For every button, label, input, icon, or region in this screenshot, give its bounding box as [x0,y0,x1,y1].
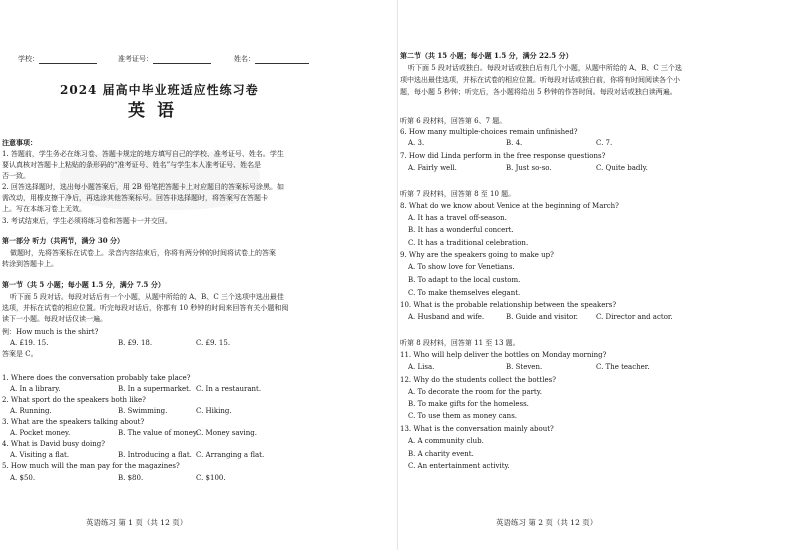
question-10: 10. What is the probable relationship between the speakers? [400,301,617,309]
part1-intro-line: 做题时，先将答案标在试卷上。录音内容结束后，你将有两分钟的时间将试卷上的答案 [10,249,276,257]
q13-option-b: B. A charity event. [408,450,474,458]
part1-intro-line: 转涂到答题卡上。 [2,260,58,268]
group-8-heading: 听第 8 段材料，回答第 11 至 13 题。 [400,339,520,347]
q10-option-a: A. Husband and wife. [408,313,485,321]
group-6-heading: 听第 6 段材料，回答第 6、7 题。 [400,117,507,125]
q13-option-c: C. An entertainment activity. [408,462,510,470]
q3-option-c: C. Money saving. [196,429,257,437]
page-2 [400,0,794,550]
name-field [234,55,309,64]
question-6: 6. How many multiple-choices remain unfinished? [400,128,578,136]
notes-line: 否一致。 [2,172,30,180]
q4-option-a: A. Visiting a flat. [10,451,70,459]
q6-option-a: A. 3. [408,139,425,147]
question-7: 7. How did Linda perform in the free response questions? [400,152,606,160]
notes-line: 3. 考试结束后，学生必须将练习卷和答题卡一并交回。 [2,217,172,225]
q8-option-c: C. It has a traditional celebration. [408,239,529,247]
q5-option-b: B. $80. [118,474,144,482]
page-footer: 英语练习 第 2 页（共 12 页） [496,518,598,527]
page-divider [397,0,398,550]
notes-line: 上。写在本练习卷上无效。 [2,205,86,213]
exam-no-blank [153,56,211,64]
q2-option-c: C. Hiking. [196,407,232,415]
section1-intro-line: 听下面 5 段对话。每段对话后有一个小题，从题中所给的 A、B、C 三个选项中选出最佳 [10,293,284,301]
school-blank [39,56,97,64]
question-4: 4. What is David busy doing? [2,440,105,448]
q11-option-a: A. Lisa. [408,363,435,371]
exam-no-field [118,55,211,64]
q8-option-a: A. It has a travel off-season. [408,214,507,222]
q5-option-c: C. $100. [196,474,226,482]
question-9: 9. Why are the speakers going to make up? [400,251,554,259]
example-option-c: C. £9. 15. [196,339,231,347]
q10-option-b: B. Guide and visitor. [506,313,579,321]
question-11: 11. Who will help deliver the bottles on Monday morning? [400,351,607,359]
example-answer: 答案是 C。 [2,350,38,358]
page-1 [0,0,395,550]
q1-option-b: B. In a supermarket. [118,385,192,393]
part1-heading: 第一部分 听力（共两节，满分 30 分） [2,236,125,245]
section2-intro-line: 听下面 5 段对话或独白。每段对话或独白后有几个小题，从题中所给的 A、B、C 三个选 [408,64,682,72]
q11-option-b: B. Steven. [506,363,543,371]
q9-option-c: C. To make themselves elegant. [408,289,521,297]
notes-line: 2. 回答选择题时，选出每小题答案后，用 2B 铅笔把答题卡上对应题目的答案标号涂黑。如 [2,183,284,191]
q12-option-a: A. To decorate the room for the party. [408,388,542,396]
exam-title: 2024 届高中毕业班适应性练习卷 [60,83,259,97]
q8-option-b: B. It has a wonderful concert. [408,226,514,234]
exam-no-label: 准考证号： [118,55,153,63]
subject-title: 英语 [128,101,186,121]
q7-option-c: C. Quite badly. [596,164,648,172]
q4-option-b: B. Introducing a flat. [118,451,192,459]
notes-line: 要认真核对答题卡上粘贴的条形码的“准考证号、姓名”与学生本人准考证号、姓名是 [2,161,262,169]
example-option-a: A. £19. 15. [10,339,49,347]
q3-option-a: A. Pocket money. [10,429,71,437]
section1-heading: 第一节（共 5 小题；每小题 1.5 分，满分 7.5 分） [2,280,165,289]
name-blank [255,56,309,64]
question-3: 3. What are the speakers talking about? [2,418,145,426]
group-7-heading: 听第 7 段材料，回答第 8 至 10 题。 [400,190,516,198]
page-footer: 英语练习 第 1 页（共 12 页） [86,518,188,527]
question-13: 13. What is the conversation mainly about? [400,425,554,433]
q2-option-b: B. Swimming. [118,407,168,415]
example-option-b: B. £9. 18. [118,339,153,347]
example-question: 例：How much is the shirt? [2,328,99,336]
name-label: 姓名： [234,55,255,63]
q6-option-b: B. 4. [506,139,523,147]
question-5: 5. How much will the man pay for the magazines? [2,462,180,470]
q7-option-a: A. Fairly well. [408,164,457,172]
q2-option-a: A. Running. [10,407,52,415]
q4-option-c: C. Arranging a flat. [196,451,265,459]
q5-option-a: A. $50. [10,474,36,482]
q9-option-a: A. To show love for Venetians. [408,263,515,271]
q13-option-a: A. A community club. [408,437,484,445]
q6-option-c: C. 7. [596,139,613,147]
notes-heading: 注意事项： [2,138,37,147]
section2-heading: 第二节（共 15 小题；每小题 1.5 分，满分 22.5 分） [400,51,573,60]
question-2: 2. What sport do the speakers both like? [2,396,146,404]
notes-line: 需改动，用橡皮擦干净后，再选涂其他答案标号。回答非选择题时，将答案写在答题卡 [2,194,268,202]
q11-option-c: C. The teacher. [596,363,650,371]
q12-option-c: C. To use them as money cans. [408,412,518,420]
section1-intro-line: 选项，并标在试卷的相应位置。听完每段对话后，你都有 10 秒钟的时间来回答有关小题和阅 [2,304,289,312]
q9-option-b: B. To adapt to the local custom. [408,276,521,284]
section1-intro-line: 读下一小题。每段对话仅读一遍。 [2,315,107,323]
question-8: 8. What do we know about Venice at the beginning of March? [400,202,619,210]
q12-option-b: B. To make gifts for the homeless. [408,400,529,408]
notes-line: 1. 答题前，学生务必在练习卷、答题卡规定的地方填写自己的学校、准考证号、姓名。学生 [2,150,284,158]
q3-option-b: B. The value of money. [118,429,199,437]
section2-intro-line: 项中选出最佳选项，并标在试卷的相应位置。听每段对话或独白前，你将有时间阅读各个小 [400,76,680,84]
question-1: 1. Where does the conversation probably take place? [2,374,191,382]
q1-option-c: C. In a restaurant. [196,385,262,393]
section2-intro-line: 题，每小题 5 秒钟；听完后，各小题将给出 5 秒钟的作答时间。每段对话或独白读两遍。 [400,88,677,96]
school-label: 学校： [18,55,39,63]
q1-option-a: A. In a library. [10,385,61,393]
question-12: 12. Why do the students collect the bottles? [400,376,556,384]
q7-option-b: B. Just so-so. [506,164,552,172]
school-field [18,55,97,64]
q10-option-c: C. Director and actor. [596,313,673,321]
